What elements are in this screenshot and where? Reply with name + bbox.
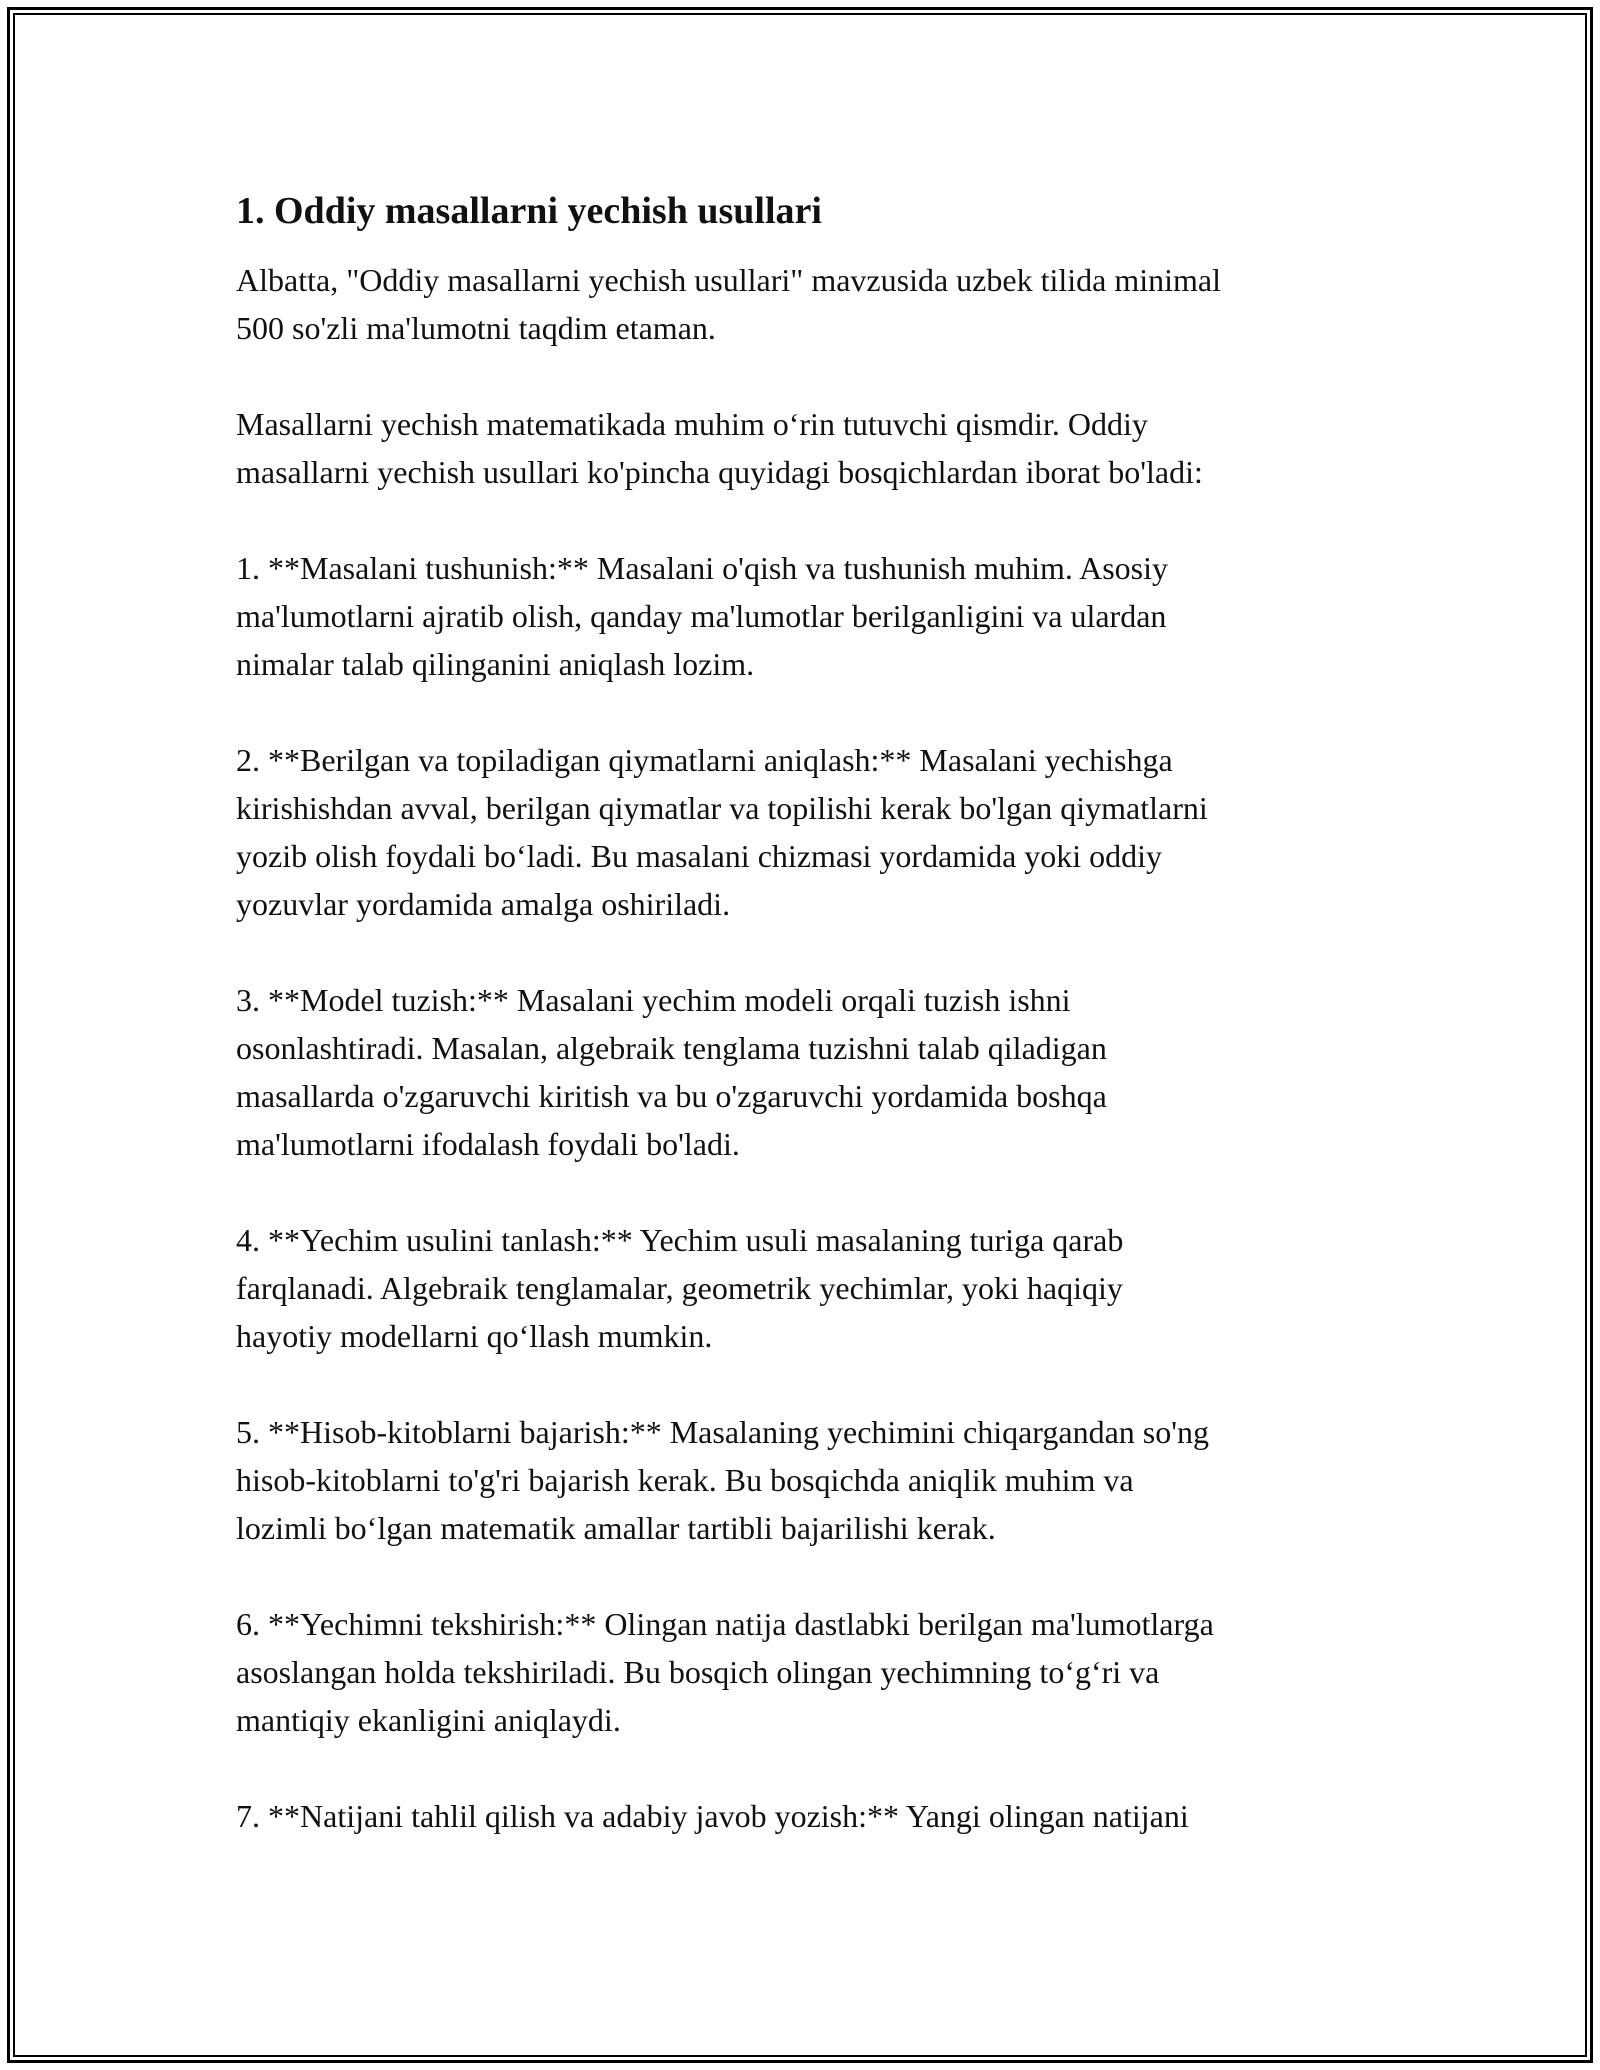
text-line: masallarni yechish usullari ko'pincha quyidagi bosqichlardan iborat bo'ladi: (236, 454, 1203, 490)
text-line: 7. **Natijani tahlil qilish va adabiy javob yozish:** Yangi olingan natijani (236, 1798, 1189, 1834)
text-line: 3. **Model tuzish:** Masalani yechim modeli orqali tuzish ishni (236, 982, 1071, 1018)
text-line: 1. **Masalani tushunish:** Masalani o'qish va tushunish muhim. Asosiy (236, 550, 1168, 586)
paragraph-list (236, 256, 1396, 1840)
paragraph (236, 1792, 1396, 1840)
text-line: farqlanadi. Algebraik tenglamalar, geometrik yechimlar, yoki haqiqiy (236, 1270, 1123, 1306)
text-line: ma'lumotlarni ifodalash foydali bo'ladi. (236, 1126, 740, 1162)
paragraph (236, 736, 1396, 928)
text-line: hayotiy modellarni qo‘llash mumkin. (236, 1318, 713, 1354)
text-line: 5. **Hisob-kitoblarni bajarish:** Masalaning yechimini chiqargandan so'ng (236, 1414, 1209, 1450)
text-line: ma'lumotlarni ajratib olish, qanday ma'lumotlar berilganligini va ulardan (236, 598, 1167, 634)
paragraph (236, 400, 1396, 496)
text-line: kirishishdan avval, berilgan qiymatlar va topilishi kerak bo'lgan qiymatlarni (236, 790, 1208, 826)
text-line: osonlashtiradi. Masalan, algebraik tenglama tuzishni talab qiladigan (236, 1030, 1107, 1066)
text-line: asoslangan holda tekshiriladi. Bu bosqich olingan yechimning to‘g‘ri va (236, 1654, 1160, 1690)
text-line: yozuvlar yordamida amalga oshiriladi. (236, 886, 731, 922)
text-line: Albatta, "Oddiy masallarni yechish usullari" mavzusida uzbek tilida minimal (236, 262, 1221, 298)
paragraph (236, 976, 1396, 1168)
text-line: yozib olish foydali bo‘ladi. Bu masalani chizmasi yordamida yoki oddiy (236, 838, 1163, 874)
section-heading: 1. Oddiy masallarni yechish usullari (236, 190, 822, 232)
text-line: Masallarni yechish matematikada muhim o‘rin tutuvchi qismdir. Oddiy (236, 406, 1148, 442)
document-body (236, 186, 1396, 1888)
text-line: 500 so'zli ma'lumotni taqdim etaman. (236, 310, 716, 346)
paragraph (236, 1408, 1396, 1552)
text-line: 2. **Berilgan va topiladigan qiymatlarni aniqlash:** Masalani yechishga (236, 742, 1173, 778)
paragraph (236, 256, 1396, 352)
text-line: 6. **Yechimni tekshirish:** Olingan natija dastlabki berilgan ma'lumotlarga (236, 1606, 1214, 1642)
text-line: masallarda o'zgaruvchi kiritish va bu o'zgaruvchi yordamida boshqa (236, 1078, 1107, 1114)
text-line: nimalar talab qilinganini aniqlash lozim. (236, 646, 755, 682)
paragraph (236, 544, 1396, 688)
text-line: lozimli bo‘lgan matematik amallar tartibli bajarilishi kerak. (236, 1510, 996, 1546)
paragraph (236, 1600, 1396, 1744)
paragraph (236, 1216, 1396, 1360)
text-line: hisob-kitoblarni to'g'ri bajarish kerak. Bu bosqichda aniqlik muhim va (236, 1462, 1134, 1498)
text-line: 4. **Yechim usulini tanlash:** Yechim usuli masalaning turiga qarab (236, 1222, 1124, 1258)
text-line: mantiqiy ekanligini aniqlaydi. (236, 1702, 621, 1738)
